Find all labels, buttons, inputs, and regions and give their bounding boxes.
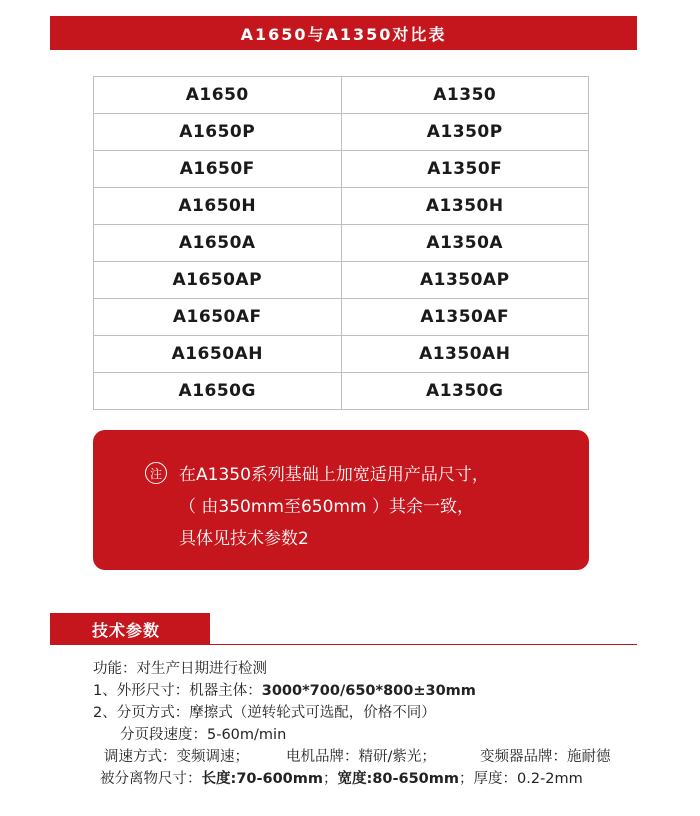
table-row: [94, 77, 589, 114]
model-a1650-cell: A1650P: [94, 114, 342, 151]
model-a1350-cell: A1350F: [341, 151, 589, 188]
table-row: [94, 299, 589, 336]
spec-sep-label: 被分离物尺寸：: [100, 771, 202, 787]
model-a1650-cell: A1650H: [94, 188, 342, 225]
section-divider: [50, 644, 637, 645]
spec-width-label: 宽度:: [337, 771, 373, 787]
model-a1350-cell: A1350AP: [341, 262, 589, 299]
spec-speed: 分页段速度：5-60m/min: [120, 727, 287, 743]
model-a1350-cell: A1350H: [341, 188, 589, 225]
spec-length-value: 70-600mm: [236, 771, 323, 787]
model-a1650-cell: A1650: [94, 77, 342, 114]
note-line-1: 在A1350系列基础上加宽适用产品尺寸，: [179, 465, 489, 485]
spec-inverter: 变频器品牌：施耐德: [480, 749, 611, 765]
spec-function: 功能：对生产日期进行检测: [93, 661, 267, 677]
model-a1350-cell: A1350P: [341, 114, 589, 151]
table-row: [94, 336, 589, 373]
section-title: 技术参数: [50, 613, 210, 645]
model-a1350-cell: A1350: [341, 77, 589, 114]
spec-motor: 电机品牌：精研/紫光；: [286, 749, 436, 765]
table-row: [94, 373, 589, 410]
spec-width-value: 80-650mm: [372, 771, 459, 787]
page-title: A1650与A1350对比表: [50, 16, 637, 50]
model-a1350-cell: A1350AH: [341, 336, 589, 373]
table-row: [94, 262, 589, 299]
model-a1650-cell: A1650G: [94, 373, 342, 410]
spec-size-label: 1、外形尺寸：机器主体：: [93, 683, 262, 699]
spec-sep1: ；: [323, 771, 338, 787]
spec-thickness: ；厚度：0.2-2mm: [459, 771, 583, 787]
spec-separation-size: [100, 767, 583, 788]
table-row: [94, 225, 589, 262]
model-a1350-cell: A1350G: [341, 373, 589, 410]
model-a1650-cell: A1650AF: [94, 299, 342, 336]
model-a1350-cell: A1350A: [341, 225, 589, 262]
model-a1650-cell: A1650A: [94, 225, 342, 262]
spec-method: 2、分页方式：摩擦式（逆转轮式可选配，价格不同）: [93, 705, 436, 721]
note-line-3: 具体见技术参数2: [179, 529, 309, 549]
table-row: [94, 151, 589, 188]
note-line-2: （ 由350mm至650mm ）其余一致，: [179, 497, 474, 517]
table-row: [94, 114, 589, 151]
model-a1650-cell: A1650F: [94, 151, 342, 188]
spec-length-label: 长度:: [201, 771, 237, 787]
model-a1650-cell: A1650AP: [94, 262, 342, 299]
spec-size-value: 3000*700/650*800±30mm: [261, 683, 476, 699]
model-a1350-cell: A1350AF: [341, 299, 589, 336]
model-a1650-cell: A1650AH: [94, 336, 342, 373]
note-box: [93, 430, 589, 570]
note-icon: 注: [145, 462, 167, 484]
table-row: [94, 188, 589, 225]
spec-size: [93, 679, 476, 700]
comparison-table: [93, 76, 589, 410]
spec-speed-control: 调速方式：变频调速；: [104, 749, 249, 765]
